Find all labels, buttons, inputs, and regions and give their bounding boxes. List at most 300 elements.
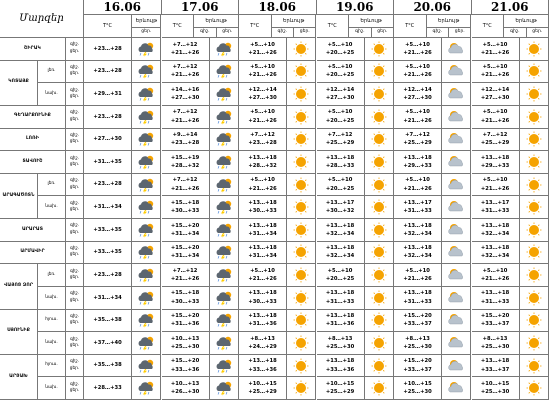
temperature-range: +29…+31 bbox=[84, 83, 132, 106]
partly-icon bbox=[446, 154, 466, 170]
weather-icon-sunny bbox=[365, 61, 394, 84]
sunny-icon bbox=[369, 199, 389, 215]
weather-icon-thunder bbox=[210, 196, 239, 219]
weather-icon-sunny bbox=[520, 83, 549, 106]
region-name: ՏԱՎՈՒՇ bbox=[0, 151, 66, 174]
day-night-label: գիշ. bbox=[69, 223, 80, 229]
date-header: 19.06 bbox=[317, 0, 395, 15]
temperature-range: +15…+19 +28…+32 bbox=[162, 151, 210, 174]
weather-icon-sunny bbox=[520, 196, 549, 219]
temperature-range: +12…+14 +27…+30 bbox=[317, 83, 365, 106]
temperature-range: +13…+18 +32…+34 bbox=[394, 219, 442, 242]
temperature-range: +33…+35 bbox=[84, 242, 132, 265]
temperature-range: +13…+18 +31…+33 bbox=[394, 287, 442, 310]
partly-icon bbox=[446, 86, 466, 102]
region-name: ՍՅՈՒՆԻՔ bbox=[0, 310, 38, 355]
weather-icon-sunny bbox=[365, 355, 394, 378]
temperature-range: +8…+13 +25…+30 bbox=[472, 332, 520, 355]
temperature-range: +13…+18 +29…+33 bbox=[472, 151, 520, 174]
sunny-icon bbox=[291, 63, 311, 79]
temp-header: T°C bbox=[84, 15, 132, 38]
day-night-label: ցեր. bbox=[69, 229, 80, 235]
weather-icon-thunder bbox=[210, 332, 239, 355]
sunny-icon bbox=[369, 267, 389, 283]
temperature-range: +33…+35 bbox=[84, 219, 132, 242]
thunder-icon bbox=[214, 222, 234, 238]
weather-icon-thunder bbox=[132, 332, 161, 355]
temperature-range: +8…+13 +25…+30 bbox=[317, 332, 365, 355]
region-name: ԱՐՑԱԽ bbox=[0, 355, 38, 400]
weather-icon-sunny bbox=[287, 264, 316, 287]
weather-icon-sunny bbox=[287, 196, 316, 219]
sunny-icon bbox=[291, 177, 311, 193]
day-night-label: գիշ. bbox=[69, 65, 80, 70]
temperature-range: +13…+18 +32…+34 bbox=[394, 242, 442, 265]
day-night-label: ցեր. bbox=[69, 252, 80, 258]
weather-icon-thunder bbox=[210, 129, 239, 152]
region-name: ԳԵՂԱՐՔՈՒՆԻՔ bbox=[0, 106, 66, 129]
temperature-range: +27…+30 bbox=[84, 129, 132, 152]
partly-icon bbox=[446, 335, 466, 351]
day-night-labels bbox=[66, 38, 84, 61]
temperature-range: +13…+18 +33…+36 bbox=[317, 355, 365, 378]
temperature-range: +31…+34 bbox=[84, 196, 132, 219]
weather-icon-thunder bbox=[132, 38, 161, 61]
day-night-labels bbox=[66, 83, 84, 106]
partly-icon bbox=[446, 290, 466, 306]
sunny-icon bbox=[369, 244, 389, 260]
temperature-range: +10…+13 +25…+30 bbox=[162, 332, 210, 355]
sunny-icon bbox=[291, 199, 311, 215]
day-night-labels bbox=[66, 242, 84, 265]
temperature-range: +8…+13 +24…+29 bbox=[239, 332, 287, 355]
weather-icon-sunny bbox=[365, 174, 394, 197]
weather-icon-sunny bbox=[365, 106, 394, 129]
weather-icon-sunny bbox=[287, 106, 316, 129]
thunder-icon bbox=[214, 244, 234, 260]
thunder-icon bbox=[136, 358, 156, 374]
partly-icon bbox=[446, 312, 466, 328]
day-label: ցեր. bbox=[372, 28, 394, 38]
sunny-icon bbox=[524, 290, 544, 306]
weather-icon-thunder bbox=[132, 196, 161, 219]
day-night-label: գիշ. bbox=[69, 178, 80, 184]
day-night-labels bbox=[66, 151, 84, 174]
weather-icon-partly bbox=[442, 242, 471, 265]
weather-icon-sunny bbox=[520, 264, 549, 287]
temperature-range: +13…+18 +28…+33 bbox=[317, 151, 365, 174]
night-label: գիշ. bbox=[427, 28, 449, 38]
temperature-range: +5…+10 +21…+26 bbox=[394, 61, 442, 84]
subregion-label: նախ. bbox=[38, 332, 66, 355]
weather-icon-thunder bbox=[132, 377, 161, 400]
day-night-label: գիշ. bbox=[69, 359, 80, 365]
weather-icon-sunny bbox=[520, 151, 549, 174]
date-header: 20.06 bbox=[394, 0, 472, 15]
weather-icon-sunny bbox=[365, 151, 394, 174]
sunny-icon bbox=[291, 222, 311, 238]
temperature-range: +7…+12 +21…+26 bbox=[162, 61, 210, 84]
weather-icon-sunny bbox=[287, 310, 316, 333]
day-night-label: գիշ. bbox=[69, 246, 80, 251]
day-night-labels bbox=[66, 264, 84, 287]
temperature-range: +13…+17 +31…+33 bbox=[472, 196, 520, 219]
temperature-range: +37…+40 bbox=[84, 332, 132, 355]
temperature-range: +23…+28 bbox=[84, 264, 132, 287]
temperature-range: +23…+28 bbox=[84, 174, 132, 197]
temperature-range: +15…+20 +31…+36 bbox=[162, 310, 210, 333]
thunder-icon bbox=[214, 199, 234, 215]
partly-icon bbox=[446, 222, 466, 238]
temperature-range: +35…+38 bbox=[84, 310, 132, 333]
sunny-icon bbox=[369, 41, 389, 57]
day-night-labels bbox=[66, 106, 84, 129]
weather-icon-sunny bbox=[365, 377, 394, 400]
weather-icon-sunny bbox=[287, 242, 316, 265]
day-night-label: գիշ. bbox=[69, 110, 80, 116]
temperature-range: +10…+15 +25…+30 bbox=[472, 377, 520, 400]
thunder-icon bbox=[136, 154, 156, 170]
subregion-label: լեռ. bbox=[38, 61, 66, 84]
day-night-label: ցեր. bbox=[69, 275, 80, 281]
thunder-icon bbox=[214, 131, 234, 147]
subregion-label: նախ. bbox=[38, 196, 66, 219]
weather-icon-sunny bbox=[365, 219, 394, 242]
day-night-labels bbox=[66, 196, 84, 219]
sunny-icon bbox=[369, 109, 389, 125]
weather-icon-thunder bbox=[210, 38, 239, 61]
temperature-range: +12…+14 +27…+30 bbox=[239, 83, 287, 106]
temperature-range: +5…+10 +21…+26 bbox=[472, 174, 520, 197]
temperature-range: +5…+10 +21…+26 bbox=[394, 38, 442, 61]
sunny-icon bbox=[291, 267, 311, 283]
day-night-label: ցեր. bbox=[69, 184, 80, 190]
subregion-label: հյուս. bbox=[38, 310, 66, 333]
temperature-range: +15…+20 +33…+37 bbox=[394, 310, 442, 333]
day-label: ցեր. bbox=[294, 28, 316, 38]
sunny-icon bbox=[524, 177, 544, 193]
day-label: ցեր. bbox=[527, 28, 549, 38]
region-name: ԿՈՏԱՅՔ bbox=[0, 61, 38, 106]
temperature-range: +5…+10 +21…+26 bbox=[239, 174, 287, 197]
sunny-icon bbox=[291, 290, 311, 306]
sunny-icon bbox=[524, 358, 544, 374]
temperature-range: +5…+10 +21…+26 bbox=[239, 106, 287, 129]
subregion-label: լեռ. bbox=[38, 174, 66, 197]
partly-icon bbox=[446, 41, 466, 57]
day-night-label: գիշ. bbox=[69, 155, 80, 161]
subregion-label: նախ. bbox=[38, 377, 66, 400]
day-night-labels bbox=[66, 129, 84, 152]
day-night-label: ցեր. bbox=[69, 71, 80, 77]
weather-icon-thunder bbox=[132, 106, 161, 129]
temperature-range: +7…+12 +21…+26 bbox=[162, 38, 210, 61]
temperature-range: +13…+18 +32…+34 bbox=[317, 219, 365, 242]
partly-icon bbox=[446, 199, 466, 215]
temperature-range: +13…+18 +32…+34 bbox=[472, 219, 520, 242]
temperature-range: +15…+20 +33…+36 bbox=[162, 355, 210, 378]
temperature-range: +5…+10 +21…+26 bbox=[472, 38, 520, 61]
thunder-icon bbox=[136, 335, 156, 351]
thunder-icon bbox=[136, 290, 156, 306]
weather-icon-sunny bbox=[287, 151, 316, 174]
day-night-label: ցեր. bbox=[69, 94, 80, 100]
weather-icon-sunny bbox=[287, 129, 316, 152]
sunny-icon bbox=[524, 131, 544, 147]
day-night-label: ցեր. bbox=[69, 388, 80, 394]
temperature-range: +7…+12 +21…+26 bbox=[162, 106, 210, 129]
night-label: գիշ. bbox=[194, 28, 216, 38]
temperature-range: +31…+34 bbox=[84, 287, 132, 310]
weather-icon-thunder bbox=[210, 151, 239, 174]
weather-icon-thunder bbox=[132, 219, 161, 242]
temperature-range: +15…+20 +33…+37 bbox=[472, 310, 520, 333]
weather-icon-thunder bbox=[210, 83, 239, 106]
sunny-icon bbox=[524, 109, 544, 125]
thunder-icon bbox=[136, 109, 156, 125]
phenomena-header: Երևույթ bbox=[427, 15, 472, 28]
weather-icon-sunny bbox=[287, 219, 316, 242]
night-label: գիշ. bbox=[272, 28, 294, 38]
day-label: ցեր. bbox=[449, 28, 471, 38]
day-night-labels bbox=[66, 287, 84, 310]
subregion-label: հյուս. bbox=[38, 355, 66, 378]
temperature-range: +10…+13 +26…+30 bbox=[162, 377, 210, 400]
day-night-label: ցեր. bbox=[69, 320, 80, 326]
weather-icon-thunder bbox=[132, 264, 161, 287]
date-header: 18.06 bbox=[239, 0, 317, 15]
weather-icon-sunny bbox=[365, 264, 394, 287]
temperature-range: +13…+18 +32…+34 bbox=[472, 242, 520, 265]
weather-icon-sunny bbox=[520, 129, 549, 152]
weather-icon-thunder bbox=[210, 219, 239, 242]
sunny-icon bbox=[524, 222, 544, 238]
temp-header: T°C bbox=[394, 15, 427, 38]
thunder-icon bbox=[214, 312, 234, 328]
subregion-label: նախ. bbox=[38, 83, 66, 106]
day-night-label: գիշ. bbox=[69, 313, 80, 319]
weather-icon-partly bbox=[442, 196, 471, 219]
weather-icon-sunny bbox=[520, 219, 549, 242]
temp-header: T°C bbox=[162, 15, 195, 38]
phenomena-header: Երևույթ bbox=[194, 15, 239, 28]
temperature-range: +31…+35 bbox=[84, 151, 132, 174]
sunny-icon bbox=[524, 41, 544, 57]
day-night-label: գիշ. bbox=[69, 200, 80, 206]
temperature-range: +7…+12 +25…+29 bbox=[472, 129, 520, 152]
day-night-label: գիշ. bbox=[69, 87, 80, 93]
temperature-range: +5…+10 +21…+26 bbox=[239, 264, 287, 287]
partly-icon bbox=[446, 131, 466, 147]
weather-icon-thunder bbox=[210, 355, 239, 378]
temperature-range: +5…+10 +21…+26 bbox=[472, 106, 520, 129]
phenomena-header: Երևույթ bbox=[504, 15, 549, 28]
sunny-icon bbox=[524, 199, 544, 215]
thunder-icon bbox=[136, 244, 156, 260]
weather-icon-sunny bbox=[365, 196, 394, 219]
temperature-range: +12…+14 +27…+30 bbox=[472, 83, 520, 106]
weather-icon-partly bbox=[442, 38, 471, 61]
weather-icon-thunder bbox=[132, 242, 161, 265]
weather-icon-partly bbox=[442, 151, 471, 174]
thunder-icon bbox=[136, 63, 156, 79]
temp-header: T°C bbox=[317, 15, 350, 38]
subregion-label: նախ. bbox=[38, 287, 66, 310]
date-header: 16.06 bbox=[84, 0, 162, 15]
day-night-label: ցեր. bbox=[69, 48, 80, 54]
weather-icon-partly bbox=[442, 106, 471, 129]
temperature-range: +8…+13 +25…+30 bbox=[394, 332, 442, 355]
day-night-label: ցեր. bbox=[69, 207, 80, 213]
thunder-icon bbox=[136, 131, 156, 147]
temperature-range: +13…+17 +31…+33 bbox=[394, 196, 442, 219]
temperature-range: +15…+20 +31…+34 bbox=[162, 219, 210, 242]
thunder-icon bbox=[214, 63, 234, 79]
day-night-label: ցեր. bbox=[69, 342, 80, 348]
thunder-icon bbox=[136, 86, 156, 102]
weather-icon-thunder bbox=[132, 355, 161, 378]
weather-icon-sunny bbox=[365, 83, 394, 106]
temperature-range: +15…+20 +31…+34 bbox=[162, 242, 210, 265]
thunder-icon bbox=[136, 41, 156, 57]
night-label: գիշ. bbox=[504, 28, 526, 38]
region-header: Մարզեր bbox=[0, 0, 84, 38]
partly-icon bbox=[446, 380, 466, 396]
weather-icon-partly bbox=[442, 310, 471, 333]
weather-icon-sunny bbox=[365, 129, 394, 152]
temperature-range: +13…+17 +30…+32 bbox=[317, 196, 365, 219]
weather-icon-sunny bbox=[520, 38, 549, 61]
temperature-range: +12…+14 +27…+30 bbox=[394, 83, 442, 106]
temperature-range: +23…+28 bbox=[84, 106, 132, 129]
sunny-icon bbox=[291, 358, 311, 374]
sunny-icon bbox=[291, 244, 311, 260]
weather-icon-partly bbox=[442, 83, 471, 106]
temperature-range: +15…+18 +30…+33 bbox=[162, 196, 210, 219]
weather-icon-sunny bbox=[287, 38, 316, 61]
region-name: ՎԱՅՈՑ ՁՈՐ bbox=[0, 264, 38, 309]
temperature-range: +7…+12 +23…+28 bbox=[239, 129, 287, 152]
day-label: ցեր. bbox=[132, 28, 161, 38]
thunder-icon bbox=[214, 380, 234, 396]
sunny-icon bbox=[524, 154, 544, 170]
temperature-range: +13…+18 +30…+33 bbox=[239, 287, 287, 310]
phenomena-header: Երևույթ bbox=[272, 15, 317, 28]
temperature-range: +23…+28 bbox=[84, 38, 132, 61]
sunny-icon bbox=[369, 131, 389, 147]
phenomena-header: Երևույթ bbox=[349, 15, 394, 28]
weather-icon-partly bbox=[442, 174, 471, 197]
thunder-icon bbox=[136, 177, 156, 193]
temperature-range: +5…+10 +20…+25 bbox=[317, 38, 365, 61]
weather-icon-sunny bbox=[287, 61, 316, 84]
thunder-icon bbox=[214, 177, 234, 193]
temperature-range: +5…+10 +21…+26 bbox=[394, 106, 442, 129]
weather-icon-sunny bbox=[287, 287, 316, 310]
thunder-icon bbox=[214, 86, 234, 102]
partly-icon bbox=[446, 358, 466, 374]
thunder-icon bbox=[214, 290, 234, 306]
thunder-icon bbox=[136, 267, 156, 283]
region-name: ՇԻՐԱԿ bbox=[0, 38, 66, 61]
partly-icon bbox=[446, 109, 466, 125]
partly-icon bbox=[446, 63, 466, 79]
sunny-icon bbox=[369, 63, 389, 79]
weather-icon-sunny bbox=[520, 355, 549, 378]
sunny-icon bbox=[291, 154, 311, 170]
region-name: ԱՐԱՐԱՏ bbox=[0, 219, 66, 242]
day-night-labels bbox=[66, 61, 84, 84]
thunder-icon bbox=[214, 41, 234, 57]
day-label: ցեր. bbox=[217, 28, 239, 38]
weather-icon-partly bbox=[442, 129, 471, 152]
sunny-icon bbox=[524, 380, 544, 396]
weather-icon-partly bbox=[442, 61, 471, 84]
weather-icon-thunder bbox=[132, 287, 161, 310]
night-label: գիշ. bbox=[349, 28, 371, 38]
temperature-range: +13…+18 +33…+37 bbox=[472, 355, 520, 378]
day-night-label: գիշ. bbox=[69, 336, 80, 342]
sunny-icon bbox=[369, 154, 389, 170]
weather-icon-sunny bbox=[520, 174, 549, 197]
weather-icon-sunny bbox=[287, 377, 316, 400]
thunder-icon bbox=[136, 199, 156, 215]
day-night-label: ցեր. bbox=[69, 139, 80, 145]
temperature-range: +13…+18 +31…+34 bbox=[239, 242, 287, 265]
temperature-range: +10…+15 +25…+30 bbox=[394, 377, 442, 400]
day-night-label: ցեր. bbox=[69, 365, 80, 371]
temperature-range: +13…+18 +31…+33 bbox=[317, 287, 365, 310]
weather-icon-sunny bbox=[287, 355, 316, 378]
sunny-icon bbox=[291, 131, 311, 147]
weather-icon-sunny bbox=[520, 377, 549, 400]
weather-icon-thunder bbox=[132, 151, 161, 174]
day-night-label: գիշ. bbox=[69, 42, 80, 48]
temperature-range: +5…+10 +20…+25 bbox=[317, 106, 365, 129]
day-night-labels bbox=[66, 219, 84, 242]
day-night-label: գիշ. bbox=[69, 268, 80, 274]
temperature-range: +5…+10 +20…+25 bbox=[317, 61, 365, 84]
thunder-icon bbox=[214, 335, 234, 351]
day-night-label: գիշ. bbox=[69, 291, 80, 297]
weather-icon-sunny bbox=[365, 287, 394, 310]
temperature-range: +10…+15 +25…+29 bbox=[239, 377, 287, 400]
sunny-icon bbox=[369, 380, 389, 396]
temperature-range: +5…+10 +21…+26 bbox=[239, 38, 287, 61]
temperature-range: +13…+18 +31…+33 bbox=[472, 287, 520, 310]
temperature-range: +15…+20 +33…+37 bbox=[394, 355, 442, 378]
day-night-label: գիշ. bbox=[69, 381, 80, 387]
weather-icon-partly bbox=[442, 355, 471, 378]
weather-icon-sunny bbox=[287, 332, 316, 355]
temperature-range: +13…+18 +33…+36 bbox=[239, 355, 287, 378]
temperature-range: +28…+33 bbox=[84, 377, 132, 400]
day-night-label: գիշ. bbox=[69, 132, 80, 138]
weather-icon-partly bbox=[442, 264, 471, 287]
sunny-icon bbox=[369, 86, 389, 102]
sunny-icon bbox=[369, 312, 389, 328]
weather-icon-partly bbox=[442, 287, 471, 310]
weather-icon-sunny bbox=[520, 287, 549, 310]
temp-header: T°C bbox=[472, 15, 505, 38]
temperature-range: +10…+15 +25…+29 bbox=[317, 377, 365, 400]
temperature-range: +7…+12 +25…+29 bbox=[394, 129, 442, 152]
weather-icon-sunny bbox=[287, 174, 316, 197]
weather-icon-sunny bbox=[365, 332, 394, 355]
temperature-range: +5…+10 +21…+26 bbox=[472, 264, 520, 287]
weather-icon-thunder bbox=[210, 287, 239, 310]
weather-icon-thunder bbox=[132, 310, 161, 333]
